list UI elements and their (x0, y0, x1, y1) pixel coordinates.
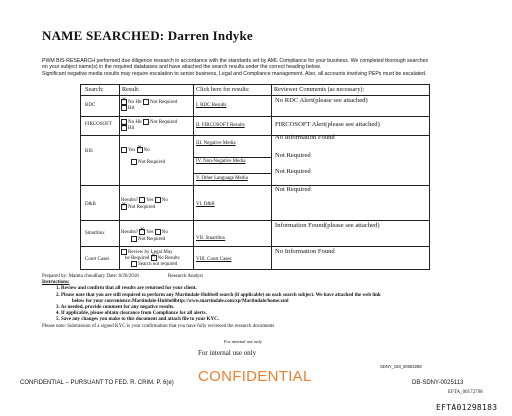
smartlinx-result-line: Results? × Yes No (121, 229, 168, 236)
checkbox-checked[interactable] (137, 147, 143, 153)
checkbox[interactable] (155, 197, 161, 203)
smartlinx-result-line: Not Required (131, 236, 165, 243)
instruction-item: 3. As needed, provide comment for any negative results. (56, 305, 175, 311)
table-divider (81, 135, 429, 136)
instruction-item: 1. Review and confirm that all results are returned for your client. (56, 286, 197, 292)
rdc-results-link[interactable]: I. RDC Results (196, 103, 227, 108)
court-result-line: be Required × No Results (125, 255, 180, 262)
rdc-result-line: ×No Hit Not Required (121, 99, 177, 106)
smartlinx-results-link[interactable]: VII. Smartlinx (196, 236, 226, 241)
checkbox[interactable] (131, 261, 137, 267)
sdny-stamp: SDNY_GM_00062288 (380, 364, 422, 369)
row-search-smartlinx: Smartlinx (85, 231, 105, 236)
checkbox[interactable] (139, 197, 145, 203)
db-result-line: Results? Yes No (121, 198, 168, 204)
negative-media-link[interactable]: III. Negative Media (196, 141, 236, 146)
instruction-item: 4. If applicable, please obtain clearance from Compliance for all alerts. (56, 311, 207, 317)
table-divider (193, 173, 271, 174)
rdc-result-line: Hit (121, 105, 134, 112)
table-divider (119, 85, 120, 269)
checkbox[interactable] (121, 147, 127, 153)
court-result-line: Review by Legal May (121, 249, 173, 256)
court-comment: No Information Found (275, 248, 335, 255)
intro-line: PWM BIS-RESEARCH performed due diligence research in accordance with the standards set by AML Compliance for your business. We completed thorough searches (42, 58, 429, 64)
bates-number: DB-SDNY-0025113 (412, 380, 464, 386)
db-comment: Not Required (275, 186, 311, 193)
checkbox[interactable] (121, 249, 127, 255)
bis-comment-non-negative: Not Required (275, 152, 311, 159)
row-search-bis: BIS (85, 149, 93, 154)
non-negative-media-link[interactable]: IV. Non-Negative Media (196, 159, 246, 164)
checkbox-checked[interactable] (121, 204, 127, 210)
checkbox-checked[interactable] (121, 125, 127, 131)
checkbox[interactable] (155, 229, 161, 235)
fircosoft-result-line: No Hit Not Required (121, 119, 177, 126)
confidential-notice: CONFIDENTIAL – PURSUANT TO FED. R. CRIM. P. 6(e) (20, 380, 174, 386)
table-divider (81, 116, 429, 117)
checkbox-checked[interactable] (151, 255, 157, 261)
internal-use-label: For internal use only (198, 349, 257, 357)
bis-result-line: Not Required (131, 159, 165, 166)
checkbox[interactable] (131, 236, 137, 242)
table-divider (271, 85, 272, 269)
page-title (42, 28, 253, 44)
row-search-court-cases: Court Cases (85, 257, 110, 262)
header-search: Search: (85, 86, 104, 93)
instruction-item: 2. Please note that you are still required to perform any Martindale-Hubbell search (if applicable) on each search subject. We have attached the web link (56, 292, 381, 298)
fircosoft-results-link[interactable]: II. FIRCOSOFT Results (196, 123, 245, 128)
intro-paragraph (42, 58, 482, 77)
bis-comment-negative: No Information Found (275, 134, 335, 141)
table-divider (193, 157, 271, 158)
checkbox[interactable] (143, 99, 149, 105)
intro-line: on your subject name(s) in the required databases and have attached the search results under the correct heading below. (42, 64, 321, 71)
checkbox[interactable] (121, 105, 127, 111)
instructions-block (42, 274, 482, 330)
smartlinx-comment: Information Found(please see attached) (275, 222, 380, 229)
instruction-item: below for your convenience:Martindale-Hubbellhttp://www.martindale.com/xp/Martindale/home.xml (72, 298, 289, 304)
db-result-line: ×Not Required (121, 204, 155, 211)
instructions-title: Instructions: (42, 280, 70, 286)
checkbox[interactable] (143, 119, 149, 125)
checkbox-checked[interactable] (139, 229, 145, 235)
fircosoft-comment: FIRCOSOFT Alert(please see attached) (275, 121, 380, 128)
other-language-media-link[interactable]: V. Other Language Media (196, 176, 248, 181)
table-divider (81, 95, 429, 96)
title-name: Darren Indyke (167, 28, 253, 43)
efta-number: EFTA01298183 (436, 403, 498, 412)
header-result: Result: (122, 86, 140, 93)
bis-result-line: Yes × No (121, 147, 150, 154)
row-search-rdc: RDC (85, 103, 96, 108)
rdc-comment: No RDC Alert(please see attached) (275, 97, 368, 104)
title-label: NAME SEARCHED: (42, 28, 165, 43)
checkbox[interactable] (131, 159, 137, 165)
results-table (80, 84, 430, 270)
header-comments: Reviewer Comments (as necessary): (274, 86, 365, 93)
submission-note: Please note: Submission of a signed KYC is your confirmation that you have fully reviewed the research documents (42, 323, 275, 329)
prepared-by-line: Prepared by: Mamta choudhary Date: 8/20/2018 Research Analyst (42, 274, 203, 279)
internal-use-small: For internal use only (224, 339, 263, 344)
row-search-fircosoft: FIRCOSOFT (85, 122, 112, 127)
table-divider (81, 220, 429, 221)
court-result-line: Search not required (131, 261, 177, 268)
header-results-link: Click here for results: (196, 86, 250, 93)
table-divider (81, 185, 429, 186)
table-divider (193, 85, 194, 269)
intro-line: Significant negative media results may require escalation to senior business, Legal and Compliance management. Also, all accounts involving PEPs must be escalated. (42, 70, 427, 77)
efta-number-small: EFTA_00172798 (448, 390, 483, 395)
confidential-stamp: CONFIDENTIAL (198, 368, 312, 385)
table-divider (81, 246, 429, 247)
fircosoft-result-line: ×Hit (121, 125, 134, 132)
row-search-db: D&B (85, 202, 96, 207)
bis-comment-other-language: Not Required (275, 168, 311, 175)
instruction-item: 5. Save any changes you make to this document and attach file to your KYC. (56, 317, 219, 323)
db-results-link[interactable]: VI. D&B (196, 202, 215, 207)
court-cases-link[interactable]: VIII. Court Cases (196, 257, 232, 262)
